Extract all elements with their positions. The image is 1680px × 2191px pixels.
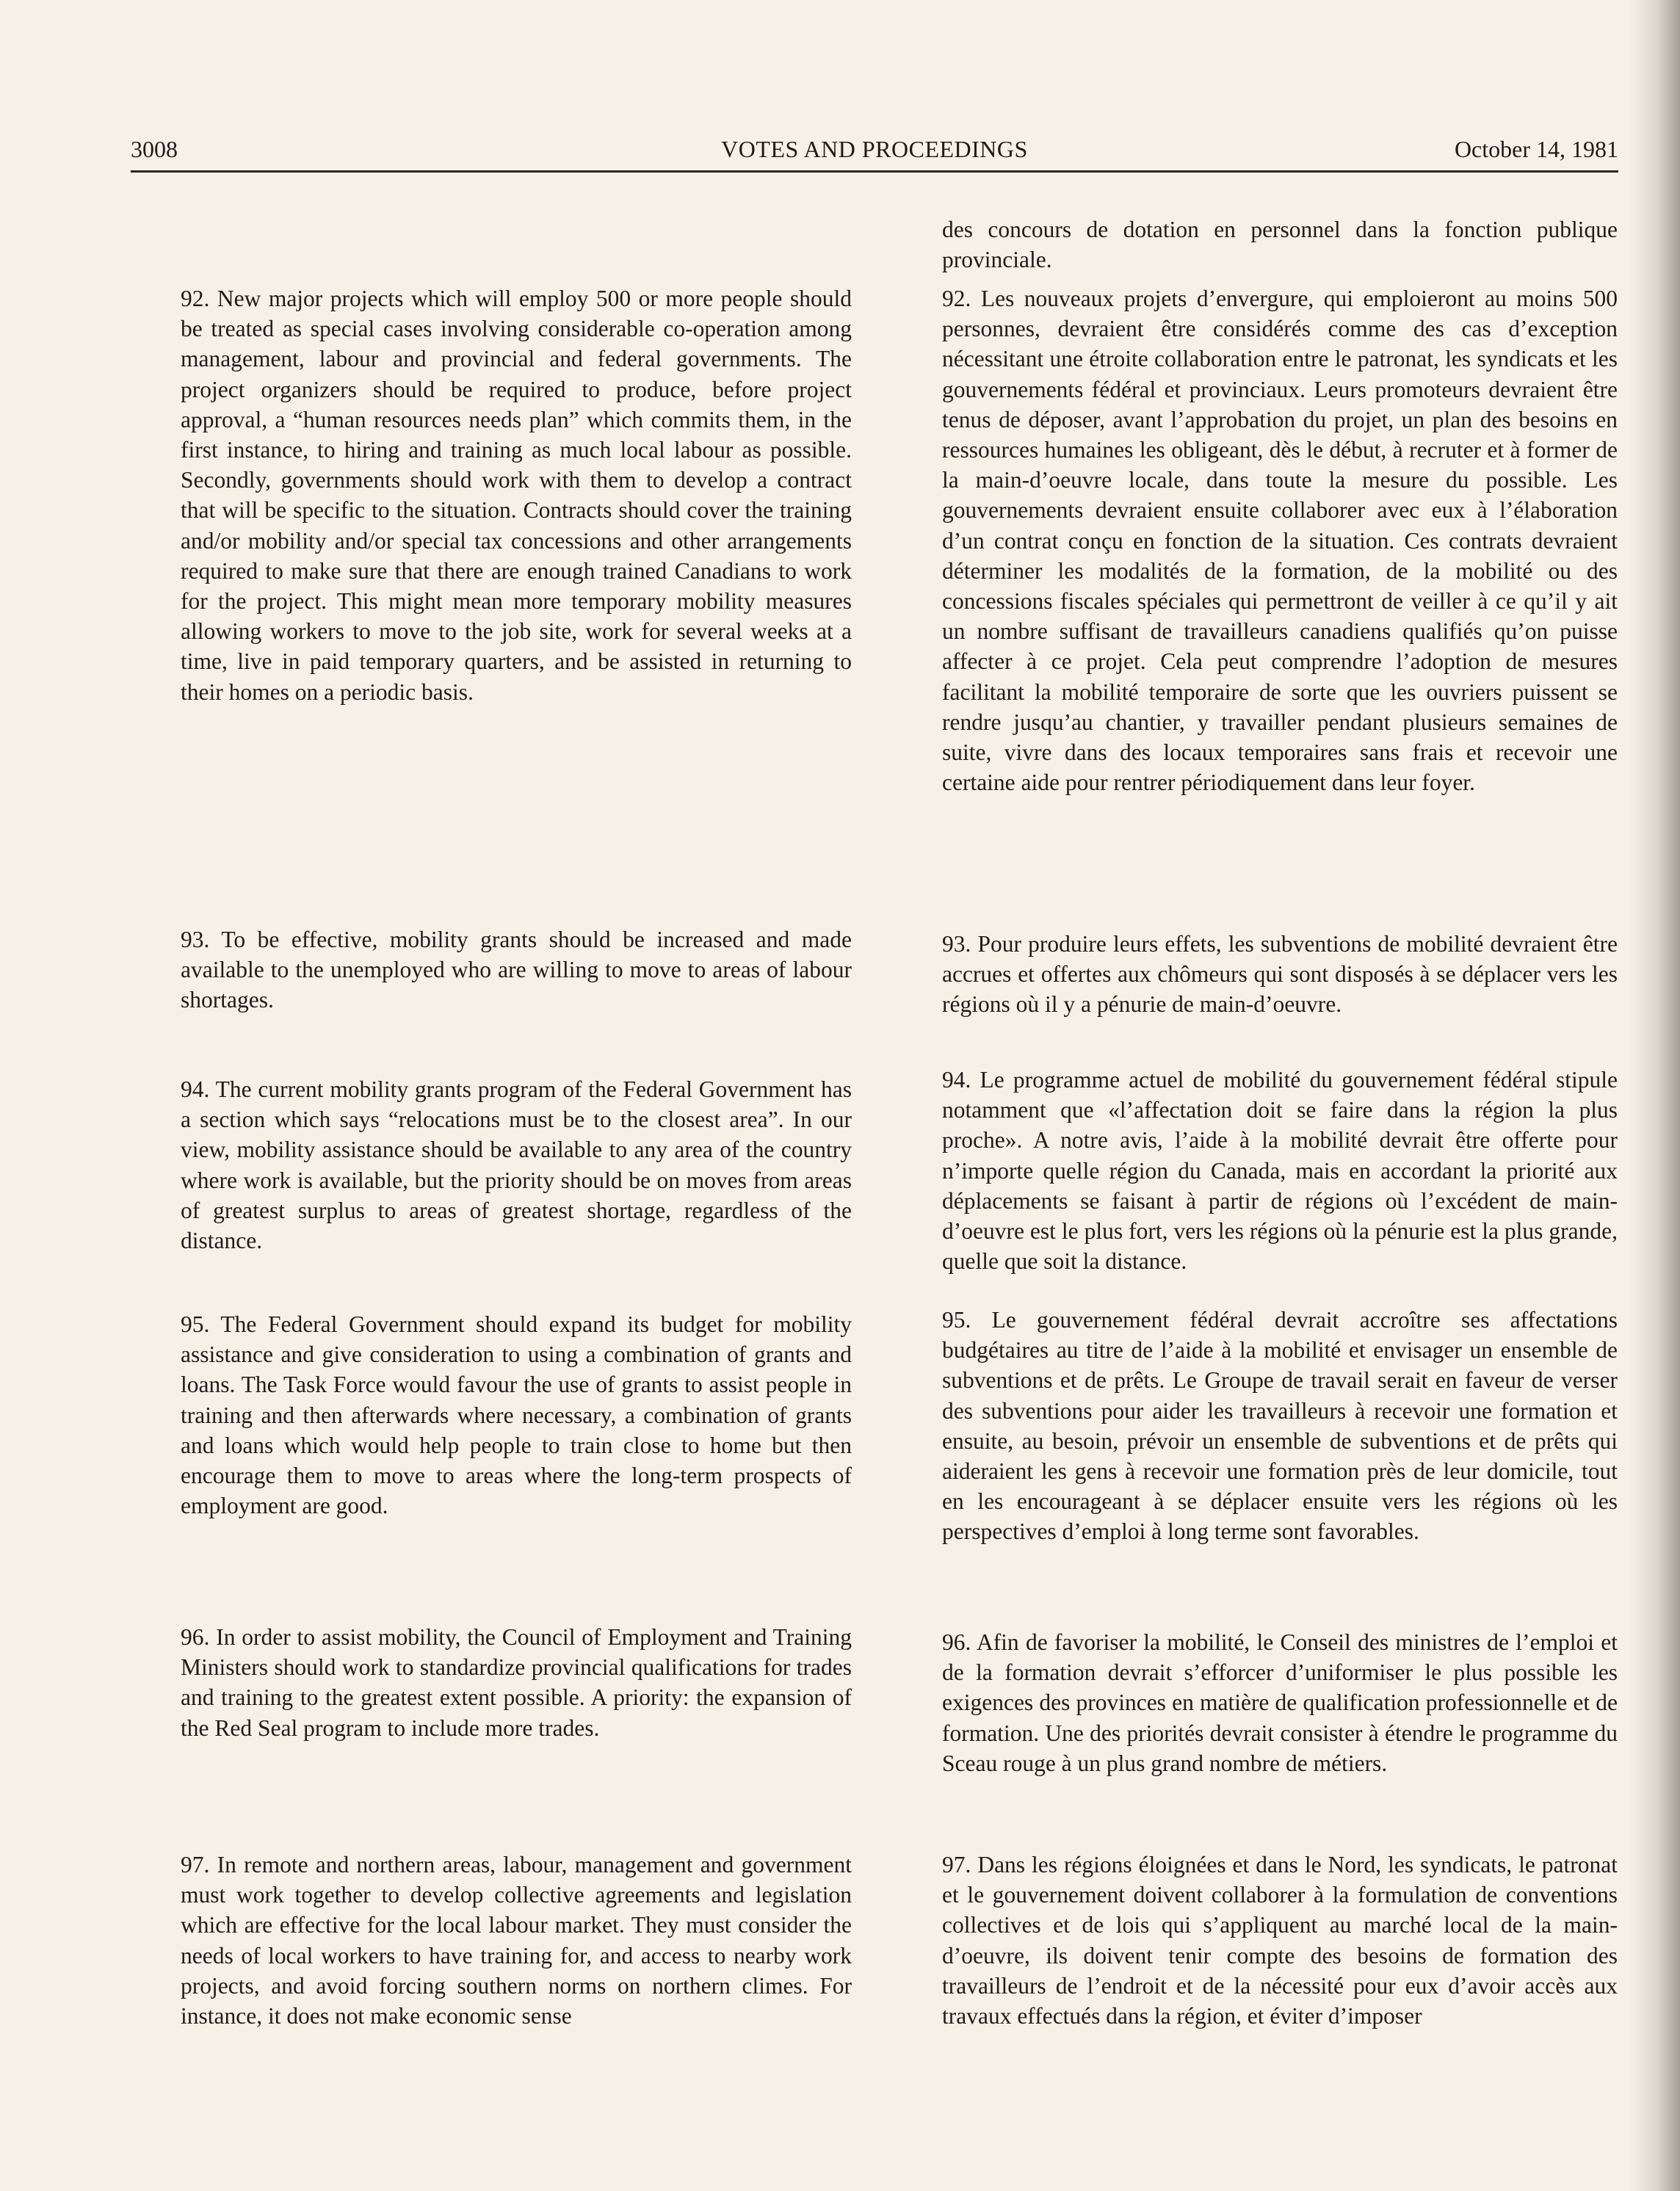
paragraph-93-en: 93. To be effective, mobility grants should be increased and made available to the unemployed who are willing to move to areas of labour shortages. — [181, 927, 852, 1013]
page-edge-shadow — [1629, 0, 1680, 2191]
paragraph-97-en: 97. In remote and northern areas, labour, management and government must work together to develop collective agreements and legislation which are effective for the local labour market. They must consider the needs of local workers to have training for, and access to nearby work projects, and avoid forcing southern norms on northern climes. For instance, it does not make economic sense — [181, 1852, 852, 2029]
publication-title: VOTES AND PROCEEDINGS — [721, 136, 1028, 162]
paragraph-96-en: 96. In order to assist mobility, the Council of Employment and Training Ministers should work to standardize provincial qualifications for trades and training to the greatest extent possible. A priority: the expansion of the Red Seal program to include more trades. — [181, 1624, 852, 1741]
page-header — [131, 131, 1618, 167]
paragraph-96-fr: 96. Afin de favoriser la mobilité, le Conseil des ministres de l’emploi et de la formation devrait s’efforcer d’uniformiser le plus possible les exigences des provinces en matière de qualification professionnelle et de formation. Une des priorités devrait consister à étendre le programme du Sceau rouge à un plus grand nombre de métiers. — [942, 1629, 1618, 1776]
paragraph-94-fr: 94. Le programme actuel de mobilité du gouvernement fédéral stipule notamment que «l’affectation doit se faire dans la région la plus proche». A notre avis, l’aide à la mobilité devrait être offerte pour n’importe quelle région du Canada, mais en accordant la priorité aux déplacements se faisant à partir de régions où l’excédent de main-d’oeuvre est le plus fort, vers les régions où la pénurie est la plus grande, quelle que soit la distance. — [942, 1067, 1618, 1275]
publication-date: October 14, 1981 — [1454, 136, 1618, 162]
paragraph-92-en: 92. New major projects which will employ 500 or more people should be treated as special cases involving considerable co-operation among management, labour and provincial and federal governments. The project organizers should be required to produce, before project approval, a “human resources needs plan” which commits them, in the first instance, to hiring and training as much local labour as possible. Secondly, governments should work with them to develop a contract that will be specific to the situation. Contracts should cover the training and/or mobility and/or special tax concessions and other arrangements required to make sure that there are enough trained Canadians to work for the project. This might mean more temporary mobility measures allowing workers to move to the job site, work for several weeks at a time, live in paid temporary quarters, and be assisted in returning to their homes on a periodic basis. — [181, 286, 852, 705]
paragraph-92-fr: 92. Les nouveaux projets d’envergure, qui emploieront au moins 500 personnes, devraient être considérés comme des cas d’exception nécessitant une étroite collaboration entre le patronat, les syndicats et les gouvernements fédéral et provinciaux. Leurs promoteurs devraient être tenus de déposer, avant l’approbation du projet, un plan des besoins en ressources humaines les obligeant, dès le début, à recruter et à former de la main-d’oeuvre locale, dans toute la mesure du possible. Les gouvernements devraient ensuite collaborer avec eux à l’élaboration d’un contrat conçu en fonction de la situation. Ces contrats devraient déterminer les modalités de la formation, de la mobilité ou des concessions fiscales spéciales qui permettront de veiller à ce qu’il y ait un nombre suffisant de travailleurs canadiens qualifiés qu’on puisse affecter à ce projet. Cela peut comprendre l’adoption de mesures facilitant la mobilité temporaire de sorte que les ouvriers puissent se rendre jusqu’au chantier, y travailler pendant plusieurs semaines de suite, vivre dans des locaux temporaires sans frais et recevoir une certaine aide pour rentrer périodiquement dans leur foyer. — [942, 286, 1618, 796]
page-number: 3008 — [131, 136, 178, 162]
paragraph-95-en: 95. The Federal Government should expand its budget for mobility assistance and give consideration to using a combination of grants and loans. The Task Force would favour the use of grants to assist people in training and then afterwards where necessary, a combination of grants and loans which would help people to train close to home but then encourage them to move to areas where the long-term prospects of employment are good. — [181, 1311, 852, 1519]
paragraph-93-fr: 93. Pour produire leurs effets, les subventions de mobilité devraient être accrues et offertes aux chômeurs qui sont disposés à se déplacer vers les régions où il y a pénurie de main-d’oeuvre. — [942, 931, 1618, 1018]
paragraph-95-fr: 95. Le gouvernement fédéral devrait accroître ses affectations budgétaires au titre de l’aide à la mobilité et envisager un ensemble de subventions et de prêts. Le Groupe de travail serait en faveur de verser des subventions pour aider les travailleurs à recevoir une formation et ensuite, au besoin, prévoir un ensemble de subventions et de prêts qui aideraient les gens à recevoir une formation près de leur domicile, tout en les encourageant à se déplacer ensuite vers les régions où les perspectives d’emploi à long terme sont favorables. — [942, 1307, 1618, 1545]
paragraph-94-en: 94. The current mobility grants program of the Federal Government has a section which says “relocations must be to the closest area”. In our view, mobility assistance should be available to any area of the country where work is available, but the priority should be on moves from areas of greatest surplus to areas of greatest shortage, regardless of the distance. — [181, 1076, 852, 1254]
header-rule — [131, 170, 1618, 173]
paragraph-97-fr: 97. Dans les régions éloignées et dans le Nord, les syndicats, le patronat et le gouvernement doivent collaborer à la formulation de conventions collectives et de lois qui s’appliquent au marché local de la main-d’oeuvre, ils doivent tenir compte des besoins de formation des travailleurs de l’endroit et de la nécessité pour eux d’avoir accès aux travaux effectués dans la région, et éviter d’imposer — [942, 1852, 1618, 2029]
paragraph-continued-fr: des concours de dotation en personnel dans la fonction publique provinciale. — [942, 217, 1618, 273]
